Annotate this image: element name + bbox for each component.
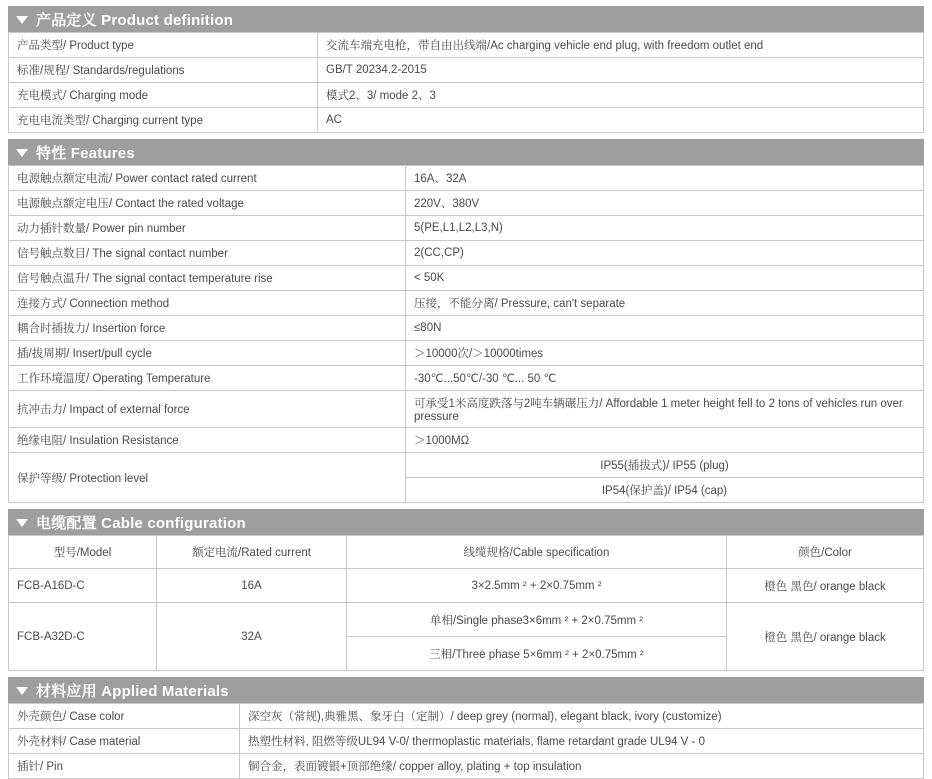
table-row bbox=[9, 58, 924, 83]
section-header-product-definition bbox=[8, 6, 924, 32]
section-features bbox=[8, 139, 924, 503]
row-value: AC bbox=[318, 108, 924, 133]
product-definition-table bbox=[8, 32, 924, 133]
table-row bbox=[9, 241, 924, 266]
table-row bbox=[9, 428, 924, 453]
table-row bbox=[9, 729, 924, 754]
cable-configuration-table bbox=[8, 535, 924, 671]
table-row bbox=[9, 569, 924, 603]
row-value: 铜合金，表面镀银+顶部绝缘/ copper alloy, plating + top insulation bbox=[240, 754, 924, 779]
cell-color: 橙色 黑色/ orange black bbox=[727, 569, 924, 603]
row-label: 保护等级/ Protection level bbox=[9, 453, 406, 503]
row-value: 压接，不能分离/ Pressure, can't separate bbox=[406, 291, 924, 316]
row-value: 交流车端充电枪，带自由出线端/Ac charging vehicle end plug, with freedom outlet end bbox=[318, 33, 924, 58]
section-product-definition bbox=[8, 6, 924, 133]
section-applied-materials bbox=[8, 677, 924, 779]
section-header-features bbox=[8, 139, 924, 165]
column-header-cable-specification: 线缆规格/Cable specification bbox=[347, 536, 727, 569]
row-value: 16A、32A bbox=[406, 166, 924, 191]
row-value: GB/T 20234.2-2015 bbox=[318, 58, 924, 83]
section-title: 特性 Features bbox=[36, 144, 135, 162]
row-value: -30℃...50℃/-30 ℃... 50 ℃ bbox=[406, 366, 924, 391]
features-table bbox=[8, 165, 924, 503]
row-value: IP54(保护盖)/ IP54 (cap) bbox=[406, 478, 924, 503]
triangle-down-icon bbox=[16, 16, 28, 24]
table-row bbox=[9, 316, 924, 341]
table-header-row bbox=[9, 536, 924, 569]
row-label: 抗冲击力/ Impact of external force bbox=[9, 391, 406, 428]
table-row bbox=[9, 341, 924, 366]
row-value: ＞10000次/＞10000times bbox=[406, 341, 924, 366]
cell-rated-current: 32A bbox=[157, 603, 347, 671]
section-title: 产品定义 Product definition bbox=[36, 11, 234, 29]
row-value: 2(CC,CP) bbox=[406, 241, 924, 266]
table-row bbox=[9, 166, 924, 191]
table-row bbox=[9, 603, 924, 637]
row-value: 可承受1米高度跌落与2吨车辆碾压力/ Affordable 1 meter height fell to 2 tons of vehicles run over pressure bbox=[406, 391, 924, 428]
cell-model: FCB-A32D-C bbox=[9, 603, 157, 671]
row-value: < 50K bbox=[406, 266, 924, 291]
row-value: 深空灰（常规),典雅黑、象牙白（定制）/ deep grey (normal), elegant black, ivory (customize) bbox=[240, 704, 924, 729]
table-row bbox=[9, 33, 924, 58]
row-label: 充电电流类型/ Charging current type bbox=[9, 108, 318, 133]
row-label: 信号触点温升/ The signal contact temperature rise bbox=[9, 266, 406, 291]
row-value: ≤80N bbox=[406, 316, 924, 341]
triangle-down-icon bbox=[16, 149, 28, 157]
row-label: 绝缘电阻/ Insulation Resistance bbox=[9, 428, 406, 453]
cell-color: 橙色 黑色/ orange black bbox=[727, 603, 924, 671]
row-label: 标准/规程/ Standards/regulations bbox=[9, 58, 318, 83]
row-label: 充电模式/ Charging mode bbox=[9, 83, 318, 108]
row-value: 220V、380V bbox=[406, 191, 924, 216]
row-value: ＞1000MΩ bbox=[406, 428, 924, 453]
cell-cable-specification: 3×2.5mm ² + 2×0.75mm ² bbox=[347, 569, 727, 603]
row-label: 电源触点额定电压/ Contact the rated voltage bbox=[9, 191, 406, 216]
table-row bbox=[9, 366, 924, 391]
section-title: 材料应用 Applied Materials bbox=[36, 682, 229, 700]
row-label: 动力插针数量/ Power pin number bbox=[9, 216, 406, 241]
cell-model: FCB-A16D-C bbox=[9, 569, 157, 603]
row-label: 电源触点额定电流/ Power contact rated current bbox=[9, 166, 406, 191]
section-header-cable-configuration bbox=[8, 509, 924, 535]
row-label: 耦合时插拔力/ Insertion force bbox=[9, 316, 406, 341]
row-label: 连接方式/ Connection method bbox=[9, 291, 406, 316]
table-row bbox=[9, 704, 924, 729]
table-row-protection bbox=[9, 453, 924, 478]
table-row bbox=[9, 391, 924, 428]
row-label: 外壳颜色/ Case color bbox=[9, 704, 240, 729]
table-row bbox=[9, 291, 924, 316]
table-row bbox=[9, 266, 924, 291]
row-value: 热塑性材料, 阻燃等级UL94 V-0/ thermoplastic materials, flame retardant grade UL94 V - 0 bbox=[240, 729, 924, 754]
applied-materials-table bbox=[8, 703, 924, 779]
table-row bbox=[9, 754, 924, 779]
triangle-down-icon bbox=[16, 687, 28, 695]
row-value: 5(PE,L1,L2,L3,N) bbox=[406, 216, 924, 241]
row-label: 工作环境温度/ Operating Temperature bbox=[9, 366, 406, 391]
section-header-applied-materials bbox=[8, 677, 924, 703]
cell-rated-current: 16A bbox=[157, 569, 347, 603]
section-title: 电缆配置 Cable configuration bbox=[36, 514, 246, 532]
column-header-model: 型号/Model bbox=[9, 536, 157, 569]
table-row bbox=[9, 191, 924, 216]
table-row bbox=[9, 83, 924, 108]
column-header-rated-current: 额定电流/Rated current bbox=[157, 536, 347, 569]
cell-cable-specification: 三相/Three phase 5×6mm ² + 2×0.75mm ² bbox=[347, 637, 727, 671]
row-label: 插针/ Pin bbox=[9, 754, 240, 779]
row-label: 插/拔周期/ Insert/pull cycle bbox=[9, 341, 406, 366]
table-row bbox=[9, 216, 924, 241]
row-value: 模式2、3/ mode 2、3 bbox=[318, 83, 924, 108]
column-header-color: 颜色/Color bbox=[727, 536, 924, 569]
row-label: 外壳材料/ Case material bbox=[9, 729, 240, 754]
row-value: IP55(插拔式)/ IP55 (plug) bbox=[406, 453, 924, 478]
cell-cable-specification: 单相/Single phase3×6mm ² + 2×0.75mm ² bbox=[347, 603, 727, 637]
row-label: 产品类型/ Product type bbox=[9, 33, 318, 58]
row-label: 信号触点数目/ The signal contact number bbox=[9, 241, 406, 266]
table-row bbox=[9, 108, 924, 133]
triangle-down-icon bbox=[16, 519, 28, 527]
section-cable-configuration bbox=[8, 509, 924, 671]
